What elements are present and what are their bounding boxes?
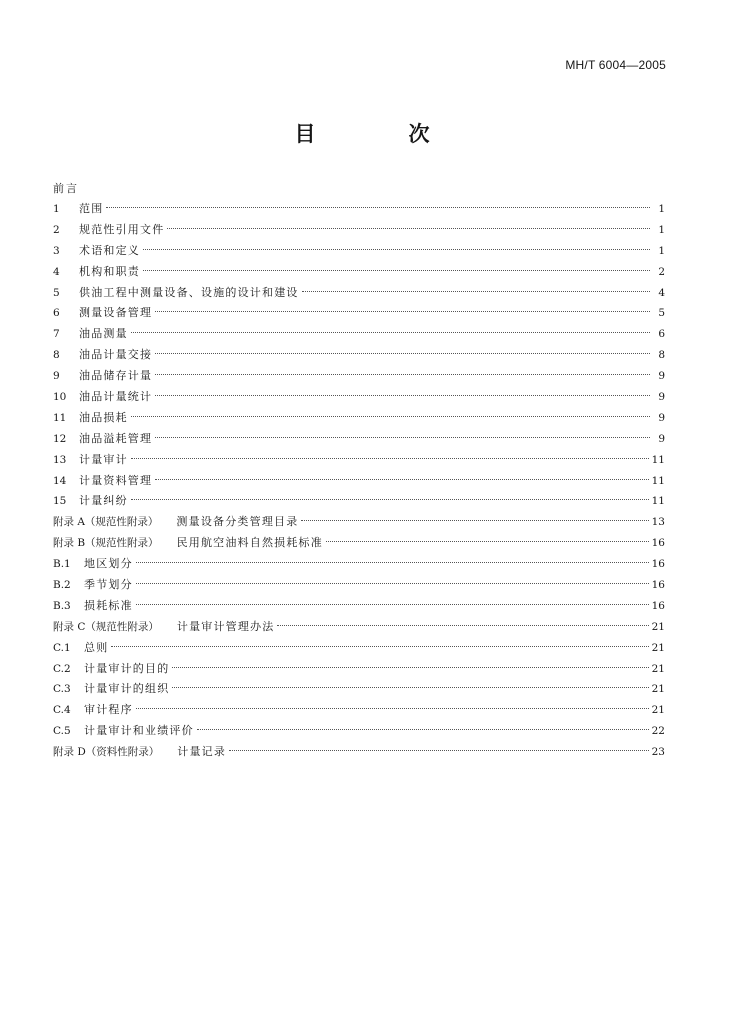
toc-entry-number: C.5 — [53, 725, 71, 738]
toc-entry-title: 计量审计和业绩评价 — [84, 724, 194, 738]
toc-entry-title: 计量资料管理 — [79, 473, 153, 487]
toc-foreword[interactable]: 前言 — [53, 182, 79, 195]
toc-dot-leader — [155, 353, 650, 354]
toc-entry[interactable] — [53, 387, 665, 408]
toc-entry-number: 9 — [53, 370, 60, 383]
toc-entry-page-number: 11 — [651, 495, 665, 508]
toc-dot-leader — [136, 583, 649, 584]
toc-dot-leader — [155, 311, 650, 312]
toc-entry-title: 机构和职责 — [79, 264, 140, 278]
page-title: 目 次 — [294, 122, 466, 146]
toc-entry-page-number: 9 — [658, 411, 665, 424]
toc-dot-leader — [197, 729, 649, 730]
toc-entry-page-number: 2 — [658, 265, 665, 278]
toc-entry[interactable] — [53, 575, 665, 596]
toc-dot-leader — [155, 374, 650, 375]
toc-entry-number: 15 — [53, 495, 67, 508]
toc-entry-number: B.3 — [53, 599, 71, 612]
toc-entry[interactable] — [53, 220, 665, 241]
toc-entry[interactable] — [53, 450, 665, 471]
toc-entry-list — [53, 199, 665, 763]
toc-entry-page-number: 23 — [651, 746, 665, 759]
toc-dot-leader — [131, 416, 650, 417]
toc-dot-leader — [172, 667, 648, 668]
toc-dot-leader — [277, 625, 648, 626]
toc-entry-page-number: 16 — [651, 599, 665, 612]
toc-entry-title: 供油工程中测量设备、设施的设计和建设 — [79, 285, 299, 299]
toc-entry-page-number: 16 — [651, 537, 665, 550]
toc-entry-page-number: 21 — [651, 641, 665, 654]
toc-entry[interactable] — [53, 617, 665, 638]
toc-entry[interactable] — [53, 471, 665, 492]
toc-entry[interactable] — [53, 303, 665, 324]
toc-entry-title: 范围 — [79, 202, 104, 215]
toc-entry-page-number: 9 — [658, 391, 665, 404]
toc-dot-leader — [136, 604, 649, 605]
toc-dot-leader — [302, 291, 650, 292]
toc-entry-number: 5 — [53, 286, 60, 299]
toc-entry-page-number: 11 — [651, 453, 665, 466]
toc-entry-title: 测量设备管理 — [79, 306, 153, 320]
toc-entry-title: 季节划分 — [84, 578, 133, 592]
toc-entry-page-number: 1 — [658, 244, 665, 257]
toc-entry-number: 14 — [53, 474, 67, 487]
toc-entry[interactable] — [53, 638, 665, 659]
toc-entry[interactable] — [53, 554, 665, 575]
toc-entry-number: 附录 B（规范性附录） — [53, 537, 159, 550]
toc-entry-number: 2 — [53, 223, 60, 236]
toc-dot-leader — [131, 499, 649, 500]
toc-entry-page-number: 11 — [651, 474, 665, 487]
toc-entry-number: B.1 — [53, 558, 71, 571]
toc-entry-page-number: 21 — [651, 662, 665, 675]
toc-entry-title: 规范性引用文件 — [79, 222, 165, 236]
toc-entry[interactable] — [53, 345, 665, 366]
toc-entry-title: 油品计量交接 — [79, 348, 153, 362]
toc-entry-title: 地区划分 — [84, 557, 133, 571]
toc-entry[interactable] — [53, 700, 665, 721]
toc-entry-number: 10 — [53, 391, 67, 404]
toc-entry[interactable] — [53, 491, 665, 512]
toc-dot-leader — [136, 562, 649, 563]
toc-entry-title: 民用航空油料自然损耗标准 — [176, 536, 323, 550]
toc-dot-leader — [131, 332, 650, 333]
toc-entry-number: 12 — [53, 432, 67, 445]
toc-entry-number: 3 — [53, 244, 60, 257]
toc-entry[interactable] — [53, 241, 665, 262]
toc-entry[interactable] — [53, 408, 665, 429]
toc-entry-page-number: 9 — [658, 432, 665, 445]
toc-entry-page-number: 21 — [651, 683, 665, 696]
toc-entry-page-number: 21 — [651, 704, 665, 717]
toc-entry-number: 4 — [53, 265, 60, 278]
toc-entry[interactable] — [53, 679, 665, 700]
toc-entry[interactable] — [53, 659, 665, 680]
toc-entry-title: 计量审计的组织 — [84, 682, 170, 696]
toc-entry-page-number: 1 — [658, 203, 665, 215]
toc-entry[interactable] — [53, 262, 665, 283]
toc-entry[interactable] — [53, 596, 665, 617]
toc-entry-number: 7 — [53, 328, 60, 341]
toc-entry-number: 附录 A（规范性附录） — [53, 516, 159, 529]
toc-entry[interactable] — [53, 533, 665, 554]
toc-dot-leader — [131, 458, 649, 459]
toc-entry-title: 测量设备分类管理目录 — [176, 515, 299, 529]
standard-code: MH/T 6004—2005 — [565, 58, 666, 72]
toc-entry-number: 附录 C（规范性附录） — [53, 620, 159, 633]
toc-dot-leader — [143, 249, 650, 250]
toc-entry-title: 计量纠纷 — [79, 494, 128, 508]
toc-dot-leader — [106, 207, 650, 208]
toc-entry-page-number: 16 — [651, 558, 665, 571]
toc-dot-leader — [136, 708, 649, 709]
toc-entry-number: 1 — [53, 203, 60, 215]
toc-dot-leader — [301, 520, 648, 521]
toc-entry-page-number: 8 — [658, 349, 665, 362]
toc-entry-title: 油品储存计量 — [79, 369, 153, 383]
toc-dot-leader — [167, 228, 650, 229]
toc-entry-page-number: 5 — [658, 307, 665, 320]
toc-entry[interactable] — [53, 283, 665, 304]
toc-entry-number: 6 — [53, 307, 60, 320]
toc-entry[interactable] — [53, 512, 665, 533]
toc-entry-title: 油品溢耗管理 — [79, 431, 153, 445]
toc-entry-number: B.2 — [53, 579, 71, 592]
toc-entry-title: 计量审计 — [79, 452, 128, 466]
toc-entry[interactable] — [53, 742, 665, 763]
toc-entry-title: 油品测量 — [79, 327, 128, 341]
toc-entry-number: 8 — [53, 349, 60, 362]
table-of-contents — [53, 179, 665, 763]
toc-dot-leader — [229, 750, 649, 751]
toc-entry-title: 油品计量统计 — [79, 390, 153, 404]
toc-entry-title: 术语和定义 — [79, 243, 140, 257]
toc-entry-number: C.1 — [53, 641, 71, 654]
toc-entry-title: 审计程序 — [84, 703, 133, 717]
toc-entry-number: 11 — [53, 411, 67, 424]
toc-entry[interactable] — [53, 324, 665, 345]
toc-entry-page-number: 6 — [658, 328, 665, 341]
toc-entry-number: C.4 — [53, 704, 71, 717]
toc-dot-leader — [155, 395, 650, 396]
toc-entry-title: 总则 — [84, 640, 109, 654]
toc-dot-leader — [155, 479, 648, 480]
toc-entry-page-number: 16 — [651, 579, 665, 592]
toc-entry-title: 计量审计管理办法 — [176, 619, 275, 633]
toc-entry[interactable] — [53, 429, 665, 450]
toc-entry-number: 13 — [53, 453, 67, 466]
toc-entry[interactable] — [53, 366, 665, 387]
toc-dot-leader — [172, 687, 648, 688]
toc-entry-number: C.3 — [53, 683, 71, 696]
toc-dot-leader — [326, 541, 649, 542]
toc-entry-title: 计量记录 — [177, 745, 227, 759]
toc-entry-title: 损耗标准 — [84, 598, 133, 612]
toc-dot-leader — [143, 270, 650, 271]
toc-dot-leader — [155, 437, 650, 438]
toc-entry-page-number: 21 — [651, 620, 665, 633]
toc-entry-page-number: 1 — [658, 223, 665, 236]
toc-entry-title: 油品损耗 — [79, 410, 128, 424]
toc-entry-page-number: 9 — [658, 370, 665, 383]
toc-entry-page-number: 13 — [651, 516, 665, 529]
toc-entry-title: 计量审计的目的 — [84, 661, 170, 675]
toc-entry-number: 附录 D（资料性附录） — [53, 746, 160, 759]
toc-dot-leader — [111, 646, 648, 647]
toc-entry[interactable] — [53, 721, 665, 742]
toc-entry-page-number: 22 — [651, 725, 665, 738]
toc-entry-number: C.2 — [53, 662, 71, 675]
toc-entry-page-number: 4 — [658, 286, 665, 299]
toc-entry[interactable] — [53, 199, 665, 220]
